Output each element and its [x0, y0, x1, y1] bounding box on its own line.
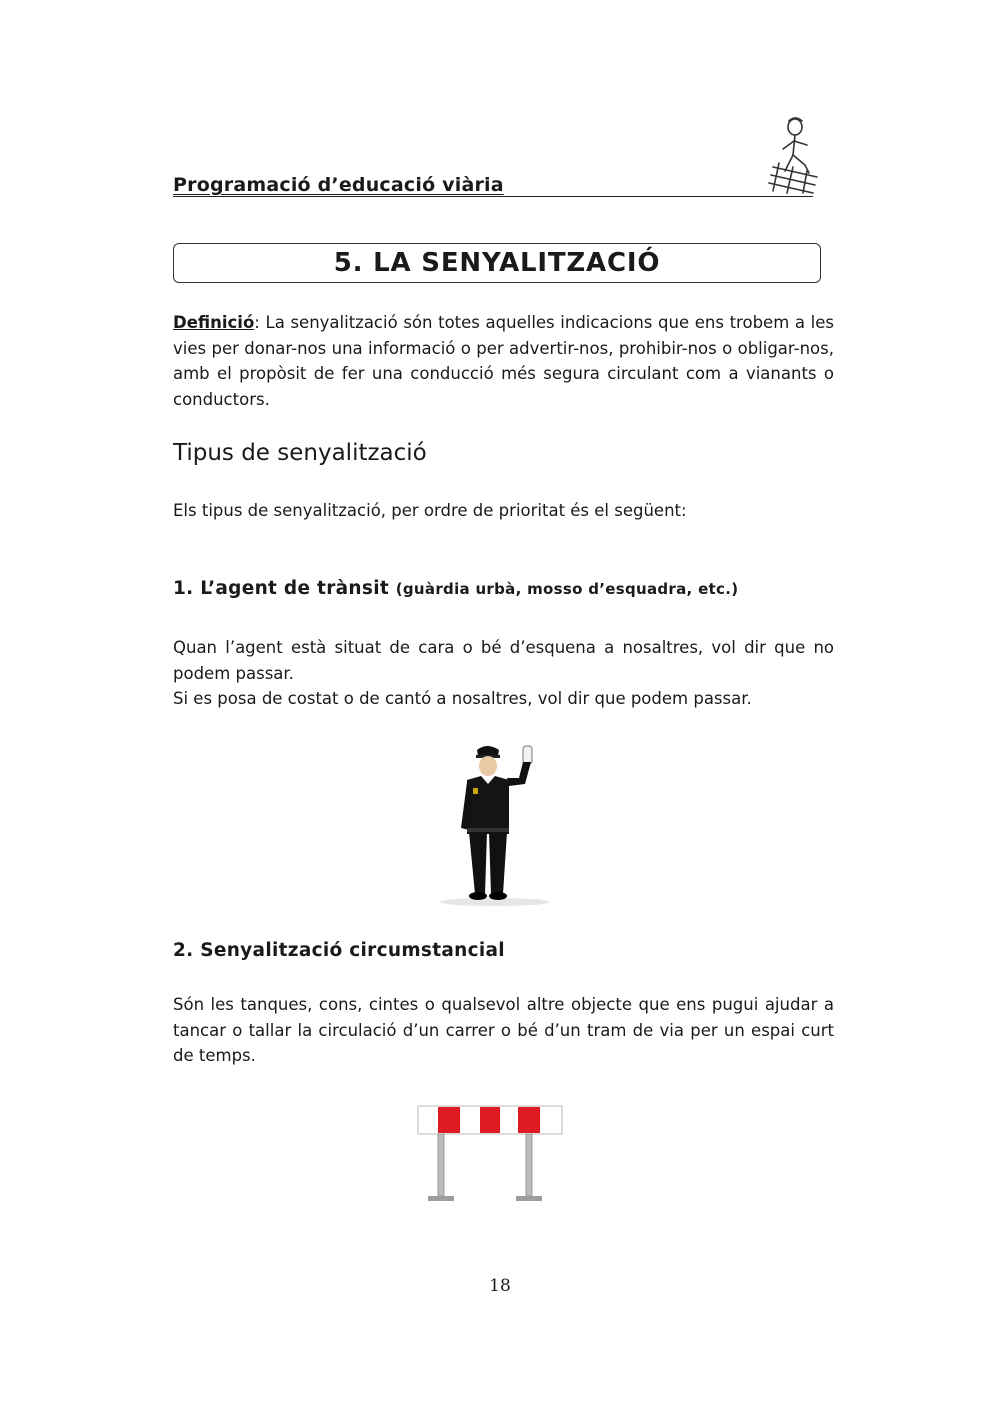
section-intro: Els tipus de senyalització, per ordre de prioritat és el següent:: [173, 501, 687, 520]
definition-paragraph: [173, 310, 834, 412]
chapter-title: 5. LA SENYALITZACIÓ: [333, 248, 661, 278]
page-number: 18: [489, 1276, 511, 1296]
header-title: Programació d’educació viària: [173, 174, 504, 196]
item-1-text-line-1: Quan l’agent està situat de cara o bé d’esquena a nosaltres, vol dir que no podem passar.: [173, 638, 834, 683]
item-1-text-line-2: Si es posa de costat o de cantó a nosaltres, vol dir que podem passar.: [173, 689, 752, 708]
chapter-title-box: [173, 243, 821, 283]
item-1-heading-text: 1. L’agent de trànsit: [173, 578, 389, 599]
item-2-text: Són les tanques, cons, cintes o qualsevol altre objecte que ens pugui ajudar a tancar o tallar la circulació d’un carrer o bé d’un tram de via per un espai curt de temps.: [173, 995, 834, 1065]
road-barrier-illustration: [414, 1103, 566, 1207]
item-1-heading: [173, 578, 738, 599]
section-title: Tipus de senyalització: [173, 440, 427, 466]
item-1-heading-note: (guàrdia urbà, mosso d’esquadra, etc.): [395, 580, 739, 598]
item-1-text: [173, 635, 834, 712]
item-2-heading: 2. Senyalització circumstancial: [173, 940, 505, 961]
traffic-agent-illustration: [425, 738, 565, 910]
definition-text: : La senyalització són totes aquelles indicacions que ens trobem a les vies per donar-nos una informació o per advertir-nos, prohibir-nos o obligar-nos, amb el propòsit de fer una conducció més segura circulant com a vianants o conductors.: [173, 313, 834, 409]
header-rule: [173, 196, 813, 197]
pedestrian-crossing-logo-icon: [765, 115, 823, 195]
definition-term: Definició: [173, 313, 255, 332]
